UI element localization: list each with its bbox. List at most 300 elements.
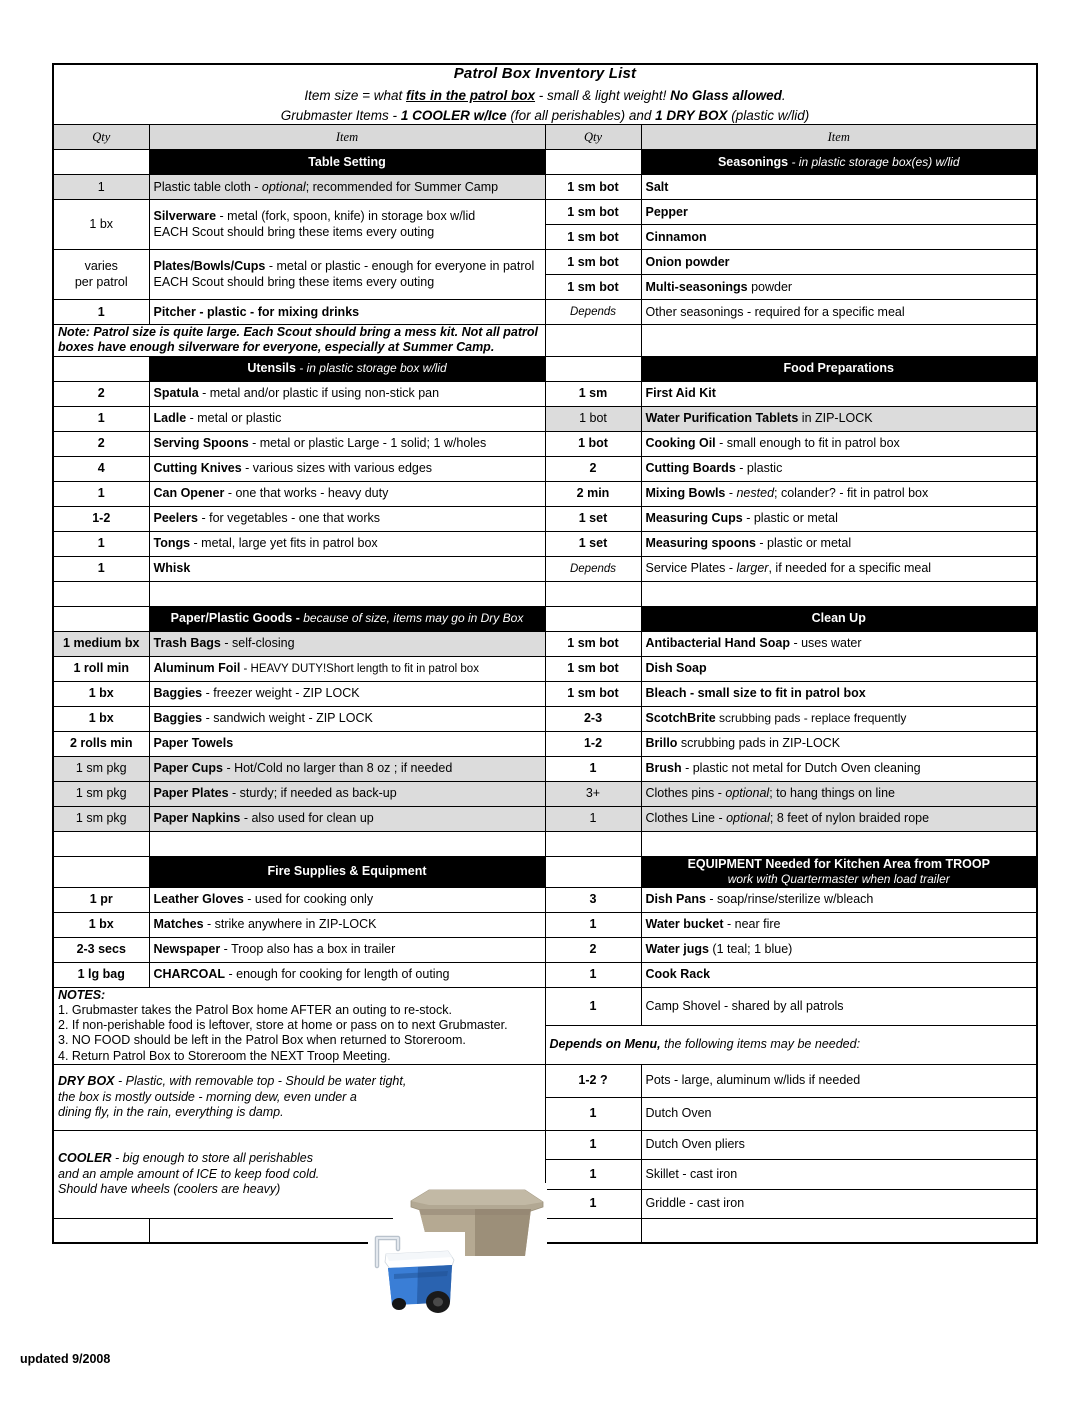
section-qty-spacer xyxy=(545,150,641,175)
qty-cell: 1 sm bot xyxy=(545,200,641,225)
notes-and-shovel-row xyxy=(53,987,1037,1026)
item-cell xyxy=(149,431,545,456)
qty-cell: 4 xyxy=(53,456,149,481)
qty-cell: 1 xyxy=(53,481,149,506)
qty-cell: Depends xyxy=(545,556,641,581)
section-qty-spacer xyxy=(53,150,149,175)
qty-cell: 1 xyxy=(545,756,641,781)
item-desc-italic: nested xyxy=(736,486,775,501)
section-title: EQUIPMENT Needed for Kitchen Area from TROOP xyxy=(687,856,990,871)
item-desc: - plastic not metal for Dutch Oven cleaning xyxy=(681,761,921,776)
item-name: Paper Towels xyxy=(153,736,234,751)
item-cell xyxy=(149,681,545,706)
item-name: Bleach - small size to fit in patrol box xyxy=(645,686,866,701)
qty-cell: 1 xyxy=(545,962,641,987)
drybox-line-1 xyxy=(58,1074,541,1089)
table-row xyxy=(53,806,1037,831)
item-desc: - small enough to fit in patrol box xyxy=(715,436,900,451)
item-desc-2: ; to hang things on line xyxy=(769,786,895,801)
table-row xyxy=(53,631,1037,656)
item-name: Water Purification Tablets xyxy=(645,411,799,426)
item-desc: - xyxy=(250,179,262,194)
qty-cell: 1 xyxy=(545,1160,641,1189)
item-cell xyxy=(641,781,1037,806)
item-name: Pots - large, aluminum w/lids if needed xyxy=(645,1073,861,1088)
item-name: Leather Gloves xyxy=(153,891,244,906)
item-desc: - plastic xyxy=(735,461,783,476)
qty-cell: 1 sm bot xyxy=(545,225,641,250)
item-name: Tongs xyxy=(153,536,191,551)
spacer-row xyxy=(53,581,1037,606)
item-cell xyxy=(641,225,1037,250)
qty-cell: 1 lg bag xyxy=(53,962,149,987)
item-name: Silverware xyxy=(153,209,217,224)
item-cell xyxy=(641,1130,1037,1159)
title-l3-e: (plastic w/lid) xyxy=(727,107,810,123)
title-l3-c: (for all perishables) and xyxy=(506,107,656,123)
qty-cell: 1 roll min xyxy=(53,656,149,681)
qty-cell: 1 xyxy=(545,806,641,831)
item-cell xyxy=(641,656,1037,681)
qty-cell: 1 sm bot xyxy=(545,681,641,706)
item-cell xyxy=(641,300,1037,325)
qty-cell: 1 xyxy=(545,1097,641,1130)
qty-cell: 2 xyxy=(53,381,149,406)
qty-line-2: per patrol xyxy=(74,274,128,289)
item-desc: - metal or plastic xyxy=(186,411,282,426)
item-name: Brillo xyxy=(645,736,678,751)
item-cell xyxy=(149,531,545,556)
qty-cell: 1 sm pkg xyxy=(53,806,149,831)
section-qty-spacer xyxy=(545,856,641,887)
item-name: Newspaper xyxy=(153,941,221,956)
section-title: Seasonings xyxy=(717,154,789,169)
item-name: Clothes Line - xyxy=(645,811,727,826)
item-desc: - HEAVY DUTY!Short length to fit in patrol box xyxy=(240,663,479,676)
qty-cell: 3 xyxy=(545,887,641,912)
table-row xyxy=(53,300,1037,325)
item-desc: scrubbing pads - replace frequently xyxy=(715,711,907,726)
qty-cell: 2 xyxy=(545,456,641,481)
item-desc: - metal or plastic Large - 1 solid; 1 w/holes xyxy=(248,436,487,451)
column-header-row xyxy=(53,125,1037,150)
item-cell xyxy=(641,631,1037,656)
item-cell xyxy=(641,406,1037,431)
qty-cell: 1 bot xyxy=(545,406,641,431)
item-name: Trash Bags xyxy=(153,636,221,651)
title-row xyxy=(53,64,1037,125)
item-cell xyxy=(641,1064,1037,1097)
item-name: Dutch Oven pliers xyxy=(645,1137,745,1152)
table-row xyxy=(53,200,1037,225)
table-row xyxy=(53,656,1037,681)
item-name: Salt xyxy=(645,179,669,194)
qty-cell: Depends xyxy=(545,300,641,325)
patrol-box-inventory-table xyxy=(52,63,1038,1244)
item-cell xyxy=(641,756,1037,781)
item-name: Cutting Boards xyxy=(645,461,736,476)
col-header-item-right: Item xyxy=(641,125,1037,150)
item-name: Peelers xyxy=(153,511,198,526)
drybox-text: - Plastic, with removable top - Should be water tight, xyxy=(114,1074,407,1089)
item-name: Griddle - cast iron xyxy=(645,1196,745,1211)
qty-cell: 1 set xyxy=(545,506,641,531)
item-cell xyxy=(641,431,1037,456)
item-desc: - metal and/or plastic if using non-stick pan xyxy=(198,386,440,401)
qty-cell: 1 xyxy=(545,1130,641,1159)
qty-cell: 1 xyxy=(53,300,149,325)
item-name: First Aid Kit xyxy=(645,386,716,401)
item-line-1 xyxy=(154,209,541,224)
qty-cell: 1 bx xyxy=(53,706,149,731)
section-subtitle: - in plastic storage box w/lid xyxy=(295,361,447,376)
qty-cell: 1 sm bot xyxy=(545,250,641,275)
item-name: Whisk xyxy=(153,561,191,576)
item-cell xyxy=(149,506,545,531)
item-desc: - one that works - heavy duty xyxy=(224,486,389,501)
qty-cell: 2 xyxy=(53,431,149,456)
table-row xyxy=(53,481,1037,506)
item-name: Multi-seasonings xyxy=(645,279,748,294)
section-header-table-setting xyxy=(149,150,545,175)
item-cell xyxy=(149,806,545,831)
table-row xyxy=(53,937,1037,962)
item-desc: - plastic or metal xyxy=(755,536,852,551)
section-header-clean-up xyxy=(641,606,1037,631)
drybox-note xyxy=(53,1064,545,1130)
item-desc: - also used for clean up xyxy=(240,811,374,826)
item-name: Antibacterial Hand Soap xyxy=(645,636,790,651)
section-subtitle: work with Quartermaster when load trailer xyxy=(727,871,950,886)
item-name: Ladle xyxy=(153,411,187,426)
qty-cell: 1 pr xyxy=(53,887,149,912)
section-row-3 xyxy=(53,606,1037,631)
item-name: Aluminum Foil xyxy=(153,661,241,676)
item-cell xyxy=(641,681,1037,706)
qty-cell: 3+ xyxy=(545,781,641,806)
item-cell xyxy=(641,706,1037,731)
col-header-qty-right: Qty xyxy=(545,125,641,150)
item-name: Can Opener xyxy=(153,486,225,501)
item-cell xyxy=(641,456,1037,481)
qty-cell: 1 xyxy=(53,406,149,431)
item-cell xyxy=(149,200,545,250)
blank-cell xyxy=(53,581,149,606)
section-title: Clean Up xyxy=(811,611,866,626)
item-cell xyxy=(149,631,545,656)
item-name: Brush xyxy=(645,761,682,776)
title-l2-e: . xyxy=(781,88,786,104)
qty-cell: 1 xyxy=(545,987,641,1026)
item-name: Mixing Bowls xyxy=(645,486,726,501)
table-row xyxy=(53,781,1037,806)
table-row xyxy=(53,381,1037,406)
note-line: 4. Return Patrol Box to Storeroom the NEXT Troop Meeting. xyxy=(58,1048,391,1063)
section-title: Paper/Plastic Goods - xyxy=(170,611,300,626)
item-cell xyxy=(641,1097,1037,1130)
notes-heading: NOTES: xyxy=(58,987,106,1002)
depends-rest: the following items may be needed: xyxy=(660,1037,861,1052)
depends-on-menu-header xyxy=(545,1026,1037,1065)
item-desc: - used for cooking only xyxy=(243,891,374,906)
item-name: Paper Plates xyxy=(153,786,229,801)
table-row xyxy=(53,912,1037,937)
item-desc: - metal or plastic - enough for everyone in patrol xyxy=(265,259,535,274)
section-qty-spacer xyxy=(545,606,641,631)
section-qty-spacer xyxy=(53,356,149,381)
qty-cell: 2 min xyxy=(545,481,641,506)
item-name: Skillet - cast iron xyxy=(645,1166,738,1181)
item-desc-italic: larger xyxy=(736,561,769,576)
drybox-row xyxy=(53,1064,1037,1097)
item-name: Spatula xyxy=(153,386,199,401)
item-cell xyxy=(641,1160,1037,1189)
section-row-2 xyxy=(53,356,1037,381)
item-cell xyxy=(149,300,545,325)
item-line-2: EACH Scout should bring these items every outing xyxy=(153,224,435,239)
table-row xyxy=(53,706,1037,731)
item-cell xyxy=(641,962,1037,987)
blank-cell xyxy=(641,581,1037,606)
item-name: CHARCOAL xyxy=(153,966,226,981)
item-cell xyxy=(149,406,545,431)
item-cell xyxy=(149,175,545,200)
footer-updated: updated 9/2008 xyxy=(20,1352,111,1366)
blank-cell xyxy=(641,831,1037,856)
qty-cell: 1 xyxy=(53,175,149,200)
item-name: Serving Spoons xyxy=(153,436,249,451)
item-desc: - sandwich weight - ZIP LOCK xyxy=(202,711,373,726)
table-row xyxy=(53,250,1037,275)
section-title: Utensils xyxy=(247,361,296,376)
cooler-row xyxy=(53,1130,1037,1159)
item-cell xyxy=(149,937,545,962)
section-header-equipment xyxy=(641,856,1037,887)
item-name: Pitcher - plastic - for mixing drinks xyxy=(153,304,360,319)
qty-cell: 1 medium bx xyxy=(53,631,149,656)
section-header-seasonings xyxy=(641,150,1037,175)
drybox-line-2: the box is mostly outside - morning dew, even under a xyxy=(58,1089,357,1104)
item-cell xyxy=(641,806,1037,831)
table-row xyxy=(53,681,1037,706)
title-l2-underlined: fits in the patrol box xyxy=(406,88,536,104)
section-header-fire-supplies xyxy=(149,856,545,887)
item-cell xyxy=(149,456,545,481)
item-cell xyxy=(149,481,545,506)
item-line-2: EACH Scout should bring these items every outing xyxy=(153,274,435,289)
item-desc: - Hot/Cold no larger than 8 oz ; if needed xyxy=(222,761,453,776)
item-name: Water jugs xyxy=(645,941,709,956)
item-desc: - metal (fork, spoon, knife) in storage box w/lid xyxy=(216,209,476,224)
item-desc: - uses water xyxy=(789,636,862,651)
qty-cell: 2 rolls min xyxy=(53,731,149,756)
note-line: 3. NO FOOD should be left in the Patrol Box when returned to Storeroom. xyxy=(58,1033,466,1048)
item-cell xyxy=(149,756,545,781)
page-title: Patrol Box Inventory List xyxy=(453,65,637,82)
section-title: Food Preparations xyxy=(783,361,894,376)
item-cell xyxy=(641,556,1037,581)
table-row xyxy=(53,887,1037,912)
title-l3-cooler: 1 COOLER w/Ice xyxy=(400,107,507,123)
qty-cell: 1-2 xyxy=(545,731,641,756)
blank-cell xyxy=(545,581,641,606)
item-desc-italic: optional xyxy=(261,179,306,194)
item-desc: - freezer weight - ZIP LOCK xyxy=(202,686,360,701)
section-header-paper-plastic xyxy=(149,606,545,631)
blank-cell xyxy=(149,831,545,856)
section-row-1 xyxy=(53,150,1037,175)
item-desc-2: ; recommended for Summer Camp xyxy=(305,179,499,194)
item-desc: - for vegetables - one that works xyxy=(197,511,381,526)
item-cell xyxy=(641,275,1037,300)
item-cell xyxy=(641,200,1037,225)
title-l3-drybox: 1 DRY BOX xyxy=(655,107,728,123)
qty-cell: 1 xyxy=(53,556,149,581)
table-row xyxy=(53,531,1037,556)
table-row xyxy=(53,431,1037,456)
title-line-3 xyxy=(58,108,1032,124)
table-row xyxy=(53,506,1037,531)
patrol-size-note: Note: Patrol size is quite large. Each Scout should bring a mess kit. Not all patrol boxes have enough silverware for everyone, especially at Summer Camp. xyxy=(53,325,545,357)
section-subtitle: because of size, items may go in Dry Box xyxy=(299,611,524,626)
table-row xyxy=(53,556,1037,581)
item-name: Paper Cups xyxy=(153,761,223,776)
item-desc-2: ; 8 feet of nylon braided rope xyxy=(769,811,930,826)
item-desc: powder xyxy=(747,279,793,294)
item-desc: - soap/rinse/sterilize w/bleach xyxy=(705,891,874,906)
title-l3-a: Grubmaster Items - xyxy=(280,107,401,123)
item-name: Other seasonings - required for a specific meal xyxy=(645,304,905,319)
blank-cell xyxy=(53,1218,149,1243)
qty-cell: 2-3 secs xyxy=(53,937,149,962)
section-qty-spacer xyxy=(53,606,149,631)
item-name: Clothes pins - xyxy=(645,786,726,801)
item-cell xyxy=(149,781,545,806)
item-desc: - near fire xyxy=(723,916,781,931)
item-name: Measuring spoons xyxy=(645,536,756,551)
item-name: Onion powder xyxy=(645,254,730,269)
depends-bold: Depends on Menu, xyxy=(549,1037,661,1052)
item-cell xyxy=(149,912,545,937)
title-l2-c: - small & light weight! xyxy=(535,88,671,104)
blank-cell xyxy=(149,581,545,606)
qty-cell: 2 xyxy=(545,937,641,962)
drybox-label: DRY BOX xyxy=(58,1074,115,1089)
qty-cell: 1 sm pkg xyxy=(53,781,149,806)
item-name: Plastic table cloth xyxy=(153,179,251,194)
table-row xyxy=(53,406,1037,431)
section-title: Fire Supplies & Equipment xyxy=(267,864,427,879)
section-subtitle: - in plastic storage box(es) w/lid xyxy=(788,154,960,169)
drybox-line-3: dining fly, in the rain, everything is damp. xyxy=(58,1104,284,1119)
section-title: Table Setting xyxy=(308,154,386,169)
item-desc: (1 teal; 1 blue) xyxy=(708,941,793,956)
spacer-row xyxy=(53,831,1037,856)
note-line: 2. If non-perishable food is leftover, store at home or pass on to next Grubmaster. xyxy=(58,1018,508,1033)
item-name: Dish Soap xyxy=(645,661,707,676)
item-desc: - various sizes with various edges xyxy=(241,461,433,476)
blank-item-cell xyxy=(641,325,1037,357)
item-name: Dish Pans xyxy=(645,891,706,906)
qty-cell xyxy=(53,250,149,300)
item-desc: - Troop also has a box in trailer xyxy=(220,941,396,956)
qty-cell: 1 bx xyxy=(53,200,149,250)
item-name: Dutch Oven xyxy=(645,1106,712,1121)
item-cell xyxy=(641,531,1037,556)
blank-qty-cell xyxy=(545,325,641,357)
table-row xyxy=(53,962,1037,987)
section-row-4 xyxy=(53,856,1037,887)
qty-cell: 1 sm pkg xyxy=(53,756,149,781)
item-cell xyxy=(149,962,545,987)
item-cell xyxy=(149,887,545,912)
col-header-qty-left: Qty xyxy=(53,125,149,150)
item-cell xyxy=(641,381,1037,406)
item-cell xyxy=(641,1189,1037,1218)
item-name: Plates/Bowls/Cups xyxy=(153,259,266,274)
blank-cell xyxy=(641,1218,1037,1243)
table-row xyxy=(53,175,1037,200)
section-qty-spacer xyxy=(53,856,149,887)
item-desc: - sturdy; if needed as back-up xyxy=(228,786,397,801)
item-desc-2: , if needed for a specific meal xyxy=(768,561,932,576)
blank-cell xyxy=(53,831,149,856)
qty-line-1: varies xyxy=(84,259,118,274)
item-name: Service Plates - xyxy=(645,561,737,576)
item-desc: - self-closing xyxy=(220,636,295,651)
item-desc: - strike anywhere in ZIP-LOCK xyxy=(203,916,377,931)
item-desc-italic: optional xyxy=(726,811,770,826)
section-header-food-prep xyxy=(641,356,1037,381)
qty-cell: 1-2 xyxy=(53,506,149,531)
title-line-2 xyxy=(58,88,1032,104)
item-desc: - xyxy=(725,486,737,501)
item-desc: - plastic or metal xyxy=(742,511,838,526)
item-desc: scrubbing pads in ZIP-LOCK xyxy=(677,736,841,751)
col-header-item-left: Item xyxy=(149,125,545,150)
item-cell xyxy=(641,481,1037,506)
item-desc: - metal, large yet fits in patrol box xyxy=(190,536,378,551)
cooler-line-3: Should have wheels (coolers are heavy) xyxy=(58,1181,281,1196)
qty-cell: 1 sm bot xyxy=(545,175,641,200)
item-name: Water bucket xyxy=(645,916,724,931)
title-l2-a: Item size = what xyxy=(304,88,407,104)
title-block xyxy=(53,64,1037,125)
item-name: Paper Napkins xyxy=(153,811,241,826)
item-name: Pepper xyxy=(645,204,688,219)
section-qty-spacer xyxy=(545,356,641,381)
notes-block xyxy=(53,987,545,1064)
qty-cell: 1 bot xyxy=(545,431,641,456)
qty-cell: 1 xyxy=(53,531,149,556)
item-name: Baggies xyxy=(153,686,203,701)
note-line: 1. Grubmaster takes the Patrol Box home AFTER an outing to re-stock. xyxy=(58,1002,452,1017)
item-name: Camp Shovel - shared by all patrols xyxy=(645,998,844,1013)
item-cell xyxy=(149,706,545,731)
cooler-label: COOLER xyxy=(58,1151,112,1166)
item-name: Matches xyxy=(153,916,204,931)
item-cell xyxy=(641,887,1037,912)
blank-cell xyxy=(545,1218,641,1243)
item-desc: - enough for cooking for length of outing xyxy=(225,966,450,981)
item-name: Baggies xyxy=(153,711,203,726)
item-name: Cutting Knives xyxy=(153,461,242,476)
item-cell xyxy=(641,731,1037,756)
cooler-text: - big enough to store all perishables xyxy=(111,1151,313,1166)
item-cell xyxy=(149,731,545,756)
item-cell xyxy=(149,556,545,581)
item-name: Cooking Oil xyxy=(645,436,716,451)
